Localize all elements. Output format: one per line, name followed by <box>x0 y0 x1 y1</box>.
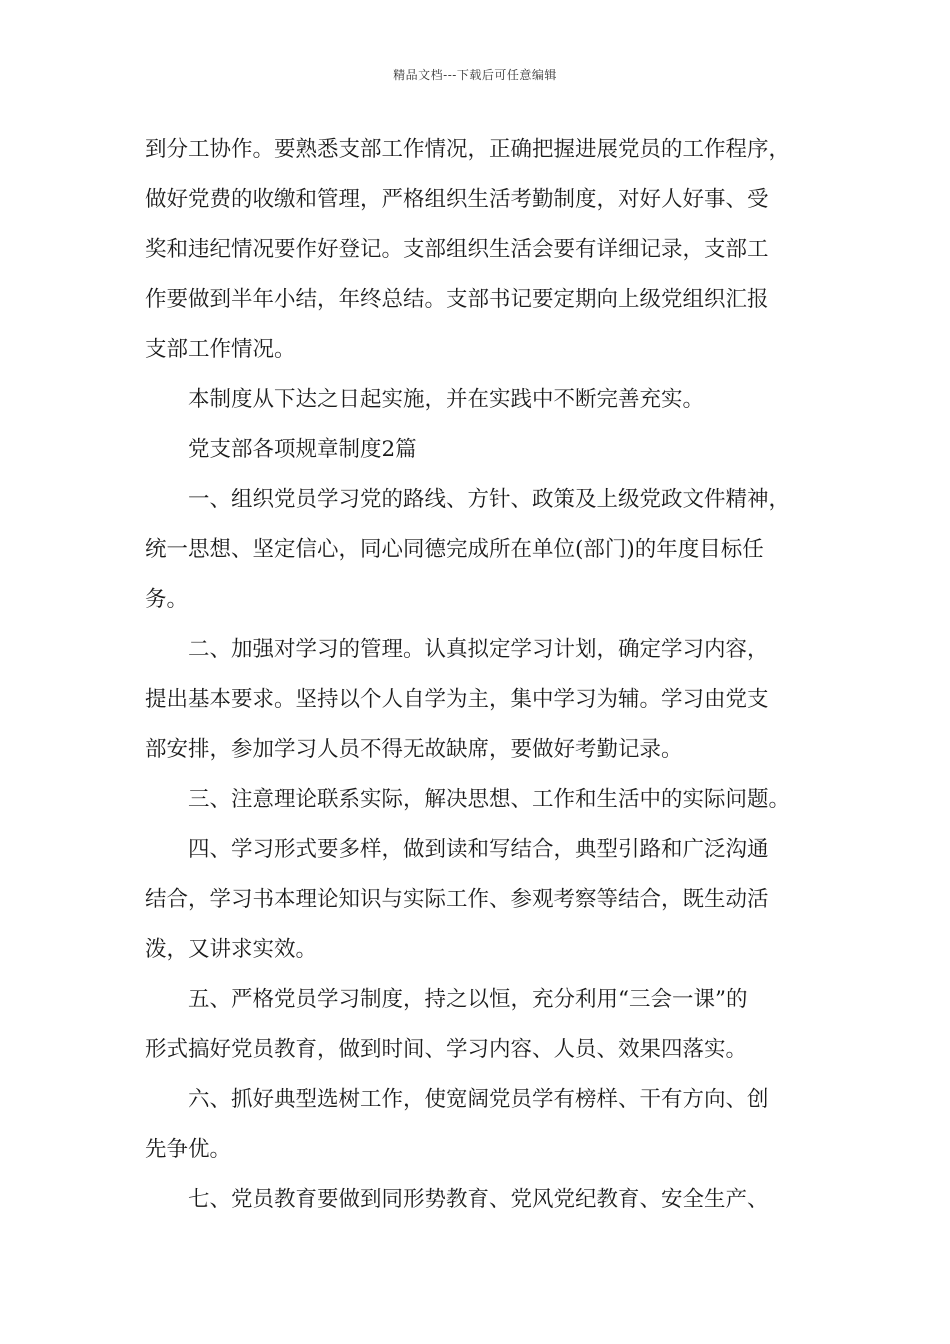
text-line: 四、学习形式要多样，做到读和写结合，典型引路和广泛沟通 <box>145 837 769 862</box>
text-line: 到分工协作。要熟悉支部工作情况，正确把握进展党员的工作程序， <box>145 137 791 162</box>
text-line: 七、党员教育要做到同形势教育、党风党纪教育、安全生产、 <box>145 1187 769 1212</box>
text-line: 部安排，参加学习人员不得无故缺席，要做好考勤记录。 <box>145 737 683 762</box>
text-line: 泼，又讲求实效。 <box>145 937 318 962</box>
text-line: 奖和违纪情况要作好登记。支部组织生活会要有详细记录，支部工 <box>145 237 769 262</box>
text-line: 作要做到半年小结，年终总结。支部书记要定期向上级党组织汇报 <box>145 287 769 312</box>
text-line: 结合，学习书本理论知识与实际工作、参观考察等结合，既生动活 <box>145 887 769 912</box>
text-line: 做好党费的收缴和管理，严格组织生活考勤制度，对好人好事、受 <box>145 187 769 212</box>
text-line: 六、抓好典型选树工作，使宽阔党员学有榜样、干有方向、创 <box>145 1087 769 1112</box>
text-line: 本制度从下达之日起实施，并在实践中不断完善充实。 <box>145 387 705 412</box>
text-line: 支部工作情况。 <box>145 337 296 362</box>
text-line: 三、注意理论联系实际，解决思想、工作和生活中的实际问题。 <box>145 787 791 812</box>
text-line: 务。 <box>145 587 189 612</box>
text-line: 五、严格党员学习制度，持之以恒，充分利用“三会一课”的 <box>145 987 748 1012</box>
page-header: 精品文档---下载后可任意编辑 <box>393 68 557 82</box>
document-body <box>145 125 805 1225</box>
text-line: 一、组织党员学习党的路线、方针、政策及上级党政文件精神， <box>145 487 791 512</box>
text-line: 党支部各项规章制度2篇 <box>145 437 417 462</box>
text-line: 统一思想、坚定信心，同心同德完成所在单位(部门)的年度目标任 <box>145 537 764 562</box>
text-line: 先争优。 <box>145 1137 232 1162</box>
text-line: 提出基本要求。坚持以个人自学为主，集中学习为辅。学习由党支 <box>145 687 769 712</box>
text-line: 二、加强对学习的管理。认真拟定学习计划，确定学习内容， <box>145 637 769 662</box>
text-line: 形式搞好党员教育，做到时间、学习内容、人员、效果四落实。 <box>145 1037 748 1062</box>
